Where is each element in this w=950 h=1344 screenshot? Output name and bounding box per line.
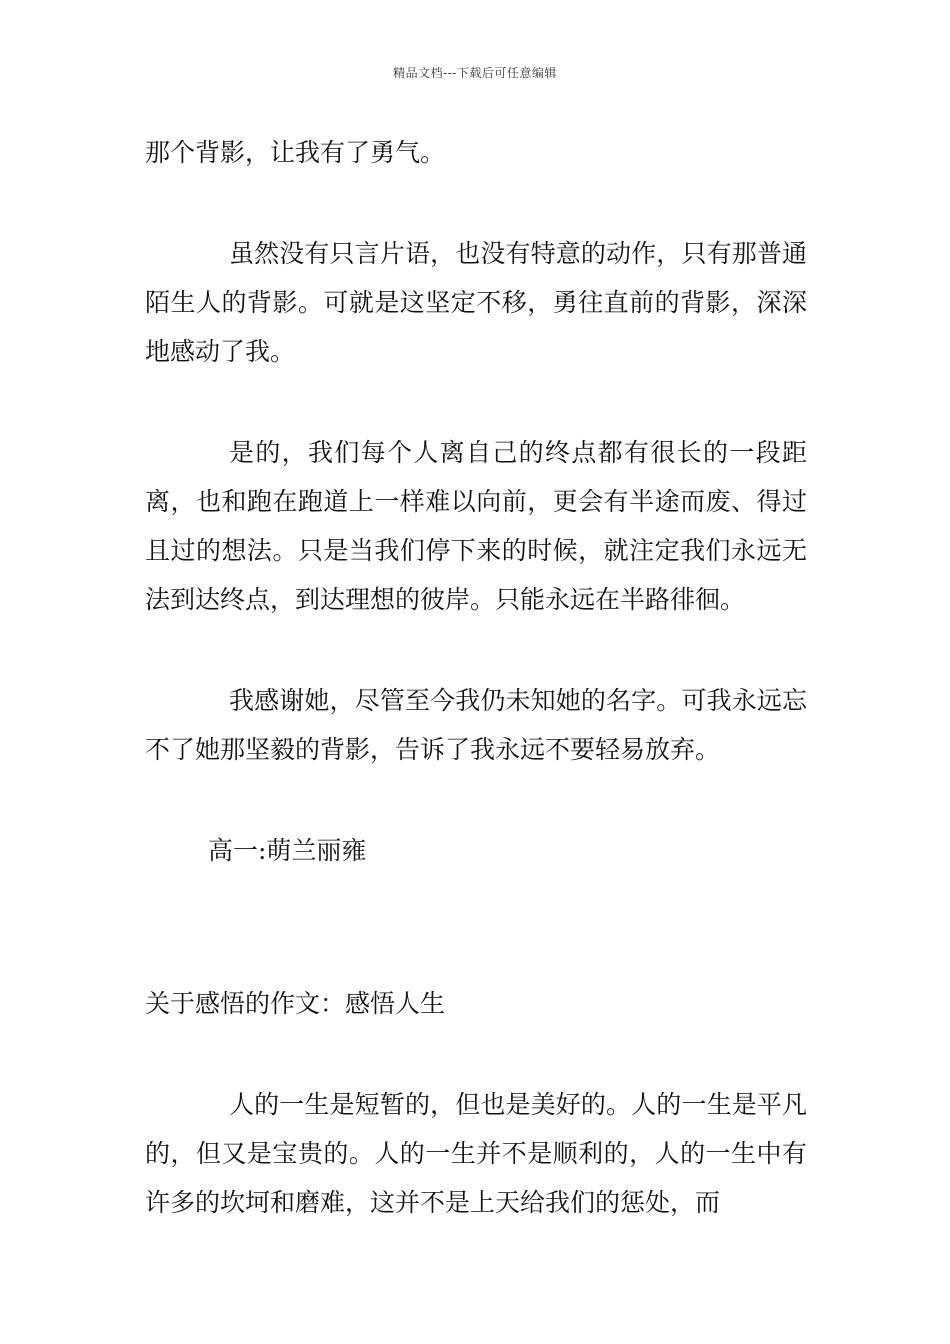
paragraph-3: 是的，我们每个人离自己的终点都有很长的一段距离，也和跑在跑道上一样难以向前，更会有半途而废、得过且过的想法。只是当我们停下来的时候，就注定我们永远无法到达终点，到达理想的彼岸。只能永远在半路徘徊。 — [145, 438, 807, 614]
page-header: 精品文档---下载后可任意编辑 — [393, 66, 557, 80]
paragraph-opening: 那个背影，让我有了勇气。 — [145, 138, 446, 167]
essay-title: 关于感悟的作文：感悟人生 — [145, 989, 446, 1018]
essay-paragraph-1: 人的一生是短暂的，但也是美好的。人的一生是平凡的，但又是宝贵的。人的一生并不是顺利的，人的一生中有许多的坎坷和磨难，这并不是上天给我们的惩处，而 — [145, 1090, 807, 1217]
paragraph-2: 虽然没有只言片语，也没有特意的动作，只有那普通陌生人的背影。可就是这坚定不移，勇往直前的背影，深深地感动了我。 — [145, 239, 807, 366]
document-body — [145, 128, 807, 1279]
paragraph-4: 我感谢她，尽管至今我仍未知她的名字。可我永远忘不了她那坚毅的背影，告诉了我永远不要轻易放弃。 — [145, 686, 807, 764]
author-signature: 高一:萌兰丽雍 — [208, 836, 367, 865]
